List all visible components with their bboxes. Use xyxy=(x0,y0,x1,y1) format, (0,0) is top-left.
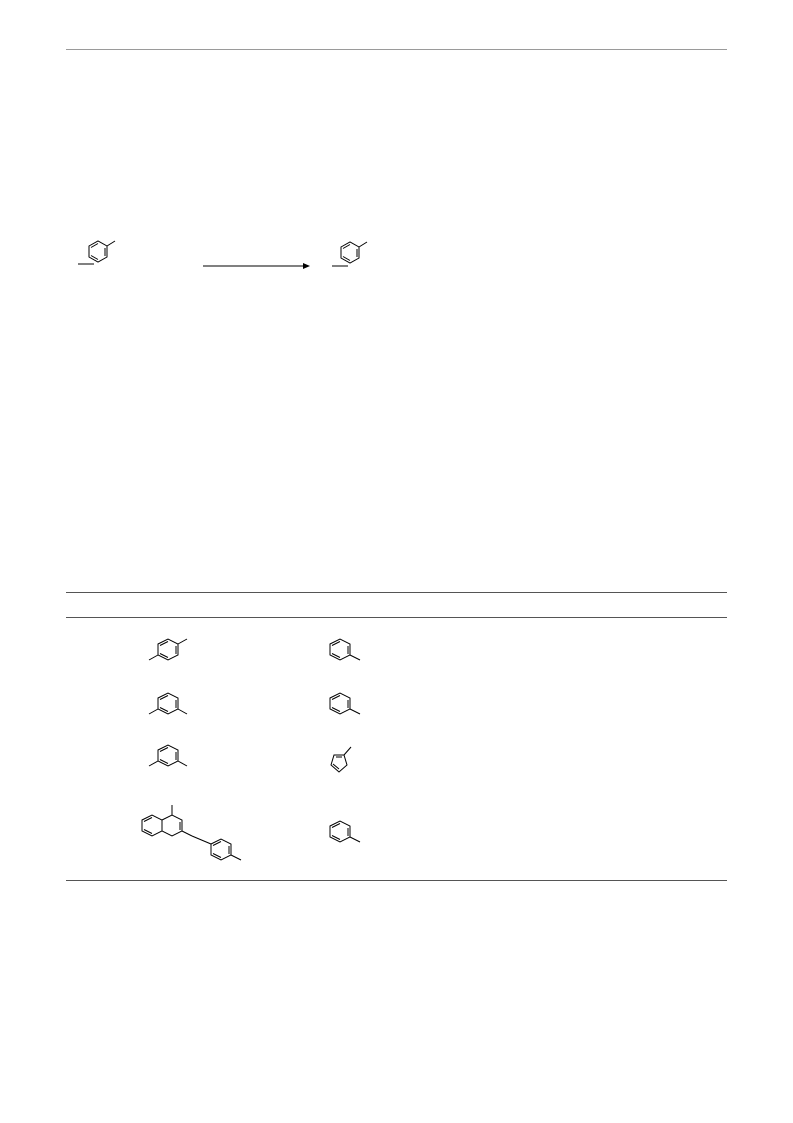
header-rule xyxy=(66,49,727,50)
m-xylene-structure-icon xyxy=(140,738,200,778)
m-xylene-structure-icon xyxy=(140,686,200,726)
thienyl-fragment-structure-icon xyxy=(320,742,375,784)
methyl-quinoline-tolyl-structure-icon xyxy=(135,800,260,875)
reaction-scheme xyxy=(60,225,400,305)
table-header-rule xyxy=(66,617,727,618)
substituted-aryl-structure-icon xyxy=(332,242,367,266)
phenyl-fragment-structure-icon xyxy=(320,686,375,726)
table-bottom-rule xyxy=(66,880,727,881)
reaction-arrow-icon xyxy=(203,263,310,269)
phenyl-fragment-structure-icon xyxy=(320,632,375,672)
phenyl-fragment-structure-icon xyxy=(320,814,375,854)
p-xylene-structure-icon xyxy=(140,632,200,672)
table-top-rule xyxy=(66,592,727,593)
substituted-toluene-structure-icon xyxy=(78,241,115,264)
